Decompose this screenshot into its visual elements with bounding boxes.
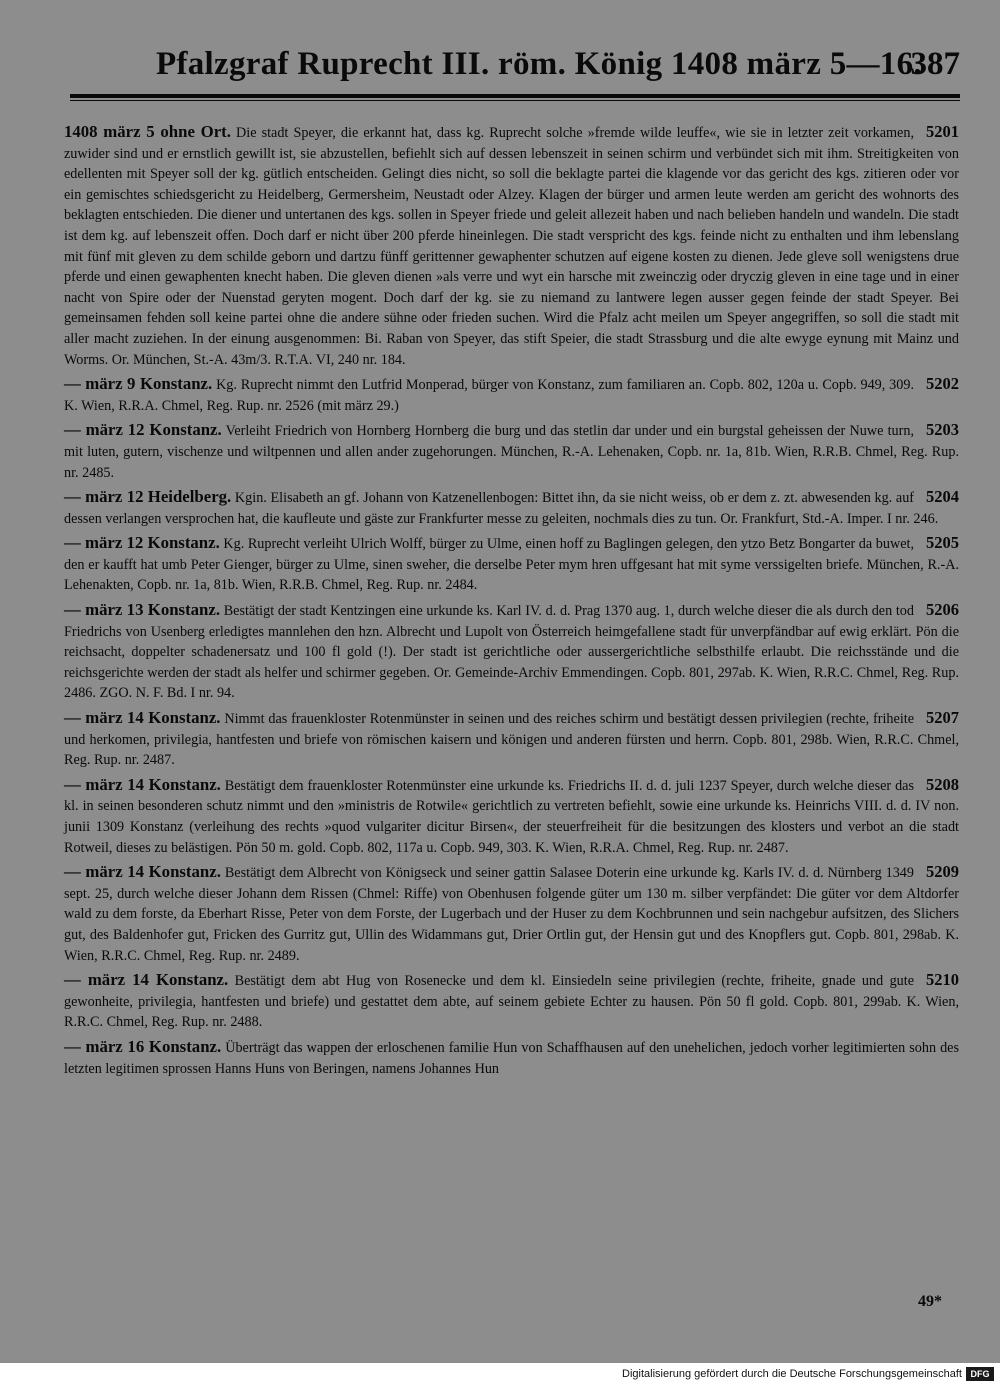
regest-text: Bestätigt dem frauenkloster Rotenmünster eine urkunde ks. Friedrichs II. d. d. juli 1237 Speyer, durch welche dieser das kl. in seinen besonderen schutz nimmt und den »ministris de Rotwile« gerichtlich zu vertreten befiehlt, sowie eine urkunde ks. Heinrichs VIII. d. d. IV non. junii 1309 Konstanz (verleihung des rechts »quod vulgariter dicitur Birsen«, der steuerfreiheit für die besitzungen des klosters und verbot an die stadt Rotweil, dieses zu belästigen. Pön 50 m. gold. Copb. 802, 117a u. Copb. 949, 303. K. Wien, R.R.A. Chmel, Reg. Rup. nr. 2487. [64,777,959,856]
regest-entry [64,970,959,1033]
regest-number: 5203 [926,420,959,440]
regest-entry [64,1037,959,1079]
regest-number: 5202 [926,374,959,394]
header-title: Pfalzgraf Ruprecht III. röm. König 1408 märz 5—16. [156,46,922,82]
regest-entry [64,533,959,596]
regest-date: — märz 12 Heidelberg. [64,487,232,507]
dfg-logo-icon: DFG [966,1367,994,1381]
regest-text: Nimmt das frauenkloster Rotenmünster in seinen und des reiches schirm und bestätigt dessen privilegien (rechte, friheite und herkomen, privilegia, hantfesten und briefe von römischen kaisern und königen und anderen fürsten und herrn. Copb. 801, 298b. Wien, R.R.C. Chmel, Reg. Rup. nr. 2487. [64,711,959,769]
funding-credit: Digitalisierung gefördert durch die Deutsche Forschungsgemeinschaft [622,1368,962,1380]
regest-entry [64,600,959,704]
regest-entry [64,862,959,966]
regest-entry [64,122,959,370]
regest-date: — märz 12 Konstanz. [64,420,222,440]
regest-number: 5209 [926,862,959,882]
regest-entry [64,374,959,416]
regest-number: 5204 [926,487,959,507]
regest-number: 5210 [926,970,959,990]
regest-entry [64,487,959,529]
signature-mark: 49* [918,1293,942,1310]
regest-text: Kg. Ruprecht nimmt den Lutfrid Monperad, bürger von Konstanz, zum familiaren an. Copb. 802, 120a u. Copb. 949, 309. K. Wien, R.R.A. Chmel, Reg. Rup. nr. 2526 (mit märz 29.) [64,377,914,414]
regest-number: 5208 [926,774,959,794]
regest-date: — märz 16 Konstanz. [64,1036,222,1056]
regest-date: — märz 12 Konstanz. [64,533,220,553]
regest-text: Die stadt Speyer, die erkannt hat, dass kg. Ruprecht solche »fremde wilde leuffe«, wie sie in letzter zeit vorkamen, zuwider sind und er ernstlich gewillt ist, sie abzustellen, befiehlt sich auf dessen lebenszeit in seinen schirm und verbündet sich mit ihm. Streitigkeiten von edellenten mit Speyer soll der kg. gütlich entscheiden. Gelingt dies nicht, so soll die beklagte partei die klagende vor das gericht des kgs. zitieren oder vor ein gemischtes schiedsgericht zu Heidelberg, Germersheim, Neustadt oder Alzey. Klagen der bürger und armen leute werden am gericht des wohnorts des beklagten entschieden. Die diener und untertanen des kgs. sollen in Speyer friede und geleit allezeit haben und nach belieben handeln und wandeln. Die stadt ist dem kg. auf lebenszeit offen. Doch darf er nicht über 200 pferde hineinlegen. Die stadt verspricht des kgs. feinde nicht zu enthalten und ihm lebenslang mit fünf mit gleven zu dem schilde geborn und dartzu fünff gerittenner gewaphenter schutzen auf eigene kosten zu dienen. Jede gleve soll wenigstens drue pferde und einen gewaphenten knecht haben. Die gleven dienen »als verre und wyt ein harsche mit zweinczig oder dryczig gleven in eine tage und in einer nacht von Spire oder der Nuenstad geryten mogent. Doch darf der kg. sie zu niemand zu lantwere legen ausser gegen feinde der stadt Speyer. Bei gemeinsamen fehden soll keine partei ohne die andere sühne oder frieden suchen. Wird die Pfalz acht meilen um Speyer angegriffen, so soll die stadt mit aller macht zuziehen. In der einung ausgenommen: Bi. Raban von Speyer, das stift Speier, die stadt Strassburg und die alte ewyge eynung mit Mainz und Worms. Or. München, St.-A. 43m/3. R.T.A. VI, 240 nr. 184. [64,125,959,368]
regest-entry [64,420,959,483]
regest-date: 1408 märz 5 ohne Ort. [64,122,231,141]
regest-text: Überträgt das wappen der erloschenen familie Hun von Schaffhausen auf den unehelichen, jedoch vorher legitimierten sohn des letzten legitimen sprossen Hanns Huns von Beringen, namens Johannes Hun [64,1039,959,1077]
header-rule-thin [70,100,960,101]
regest-text: Kg. Ruprecht verleiht Ulrich Wolff, bürger zu Ulme, einen hoff zu Baglingen gelegen, den ytzo Betz Bongarter da buwet, den er kaufft hat umb Peter Gienger, bürger zu Ulme, sinen sweher, die derselbe Peter mym hren uffgesant hat mit syme verssigelten briefe. München, R.-A. Lehenakten, Copb. nr. 1a, 81b. Wien, R.R.B. Chmel, Reg. Rup. nr. 2484. [64,536,959,594]
regest-entry [64,775,959,858]
regest-text: Verleiht Friedrich von Hornberg Hornberg die burg und das stetlin dar under und ein burgstal geheissen der Nuwe turn, mit luten, gutern, vischenze und wiltpennen und allen ander zugehorungen. München, R.-A. Lehenaken, Copb. nr. 1a, 81b. Wien, R.R.B. Chmel, Reg. Rup. nr. 2485. [64,423,959,481]
regest-number: 5207 [926,708,959,728]
regest-number: 5205 [926,533,959,553]
regest-text: Bestätigt dem abt Hug von Rosenecke und dem kl. Einsiedeln seine privilegien (rechte, friheite, gnade und gute gewonheite, privilegia, hantfesten und briefe) und gestattet dem abte, auf seinem gebiete Echter zu hausen. Pön 50 fl gold. Copb. 801, 299ab. K. Wien, R.R.C. Chmel, Reg. Rup. nr. 2488. [64,973,959,1031]
regest-entry [64,708,959,771]
regest-text: Kgin. Elisabeth an gf. Johann von Katzenellenbogen: Bittet ihn, da sie nicht weiss, ob er dem z. zt. abwesenden kg. auf dessen verlangen versprochen hat, die kaufleute und gäste zur Frankfurter messe zu geleiten, nochmals dies zu tun. Or. Frankfurt, Std.-A. Imper. I nr. 246. [64,490,939,527]
regest-date: — märz 14 Konstanz. [64,862,221,882]
regesta-list [64,122,959,1083]
regest-date: — märz 13 Konstanz. [64,600,221,620]
regest-text: Bestätigt dem Albrecht von Königseck und seiner gattin Salasee Doterin eine urkunde kg. Karls IV. d. d. Nürnberg 1349 sept. 25, durch welche dieser Johann dem Rissen (Chmel: Riffe) von Obenhusen folgende güter um 130 m. silber verpfändet: Die güter vor dem Altdorfer wald zu dem forste, da Eberhart Risse, Peter von dem Forste, der Lugerbach und der Huser zu dem Kochbrunnen und sein nachgebur aufsitzen, des Slichers gut, des Baldenhofer gut, Fricken des Gurritz gut, Ullin des Widammans gut, Drier Ortlin gut, der Hensin gut und des Knopflers gut. Copb. 801, 298ab. K. Wien, R.R.C. Chmel, Reg. Rup. nr. 2489. [64,865,959,964]
regest-date: — märz 14 Konstanz. [64,708,221,728]
digitization-footer [0,1363,1000,1387]
regest-date: — märz 14 Konstanz. [64,970,229,990]
page-number: 387 [910,46,960,82]
header-rule [70,94,960,98]
regest-number: 5206 [926,600,959,620]
running-header [70,40,960,92]
regest-number: 5201 [926,122,959,141]
regest-date: — märz 14 Konstanz. [64,774,221,794]
regest-date: — märz 9 Konstanz. [64,374,213,394]
regest-text: Bestätigt der stadt Kentzingen eine urkunde ks. Karl IV. d. d. Prag 1370 aug. 1, durch welche dieser die als durch den tod Friedrichs von Usenberg erledigtes mannlehen den hzn. Albrecht und Lupolt von Österreich heimgefallene stadt für unverpfändbar auf ewig erklärt. Pön die reichsacht, doppelter schadenersatz und 100 fl gold (!). Der stadt ist gerichtliche oder aussergerichtliche selbsthilfe erlaubt. Die reichsstände und die reichsgerichte werden der stadt als helfer und schirmer gegeben. Or. Gemeinde-Archiv Emmendingen. Copb. 801, 297ab. K. Wien, R.R.C. Chmel, Reg. Rup. 2486. ZGO. N. F. Bd. I nr. 94. [64,603,959,702]
